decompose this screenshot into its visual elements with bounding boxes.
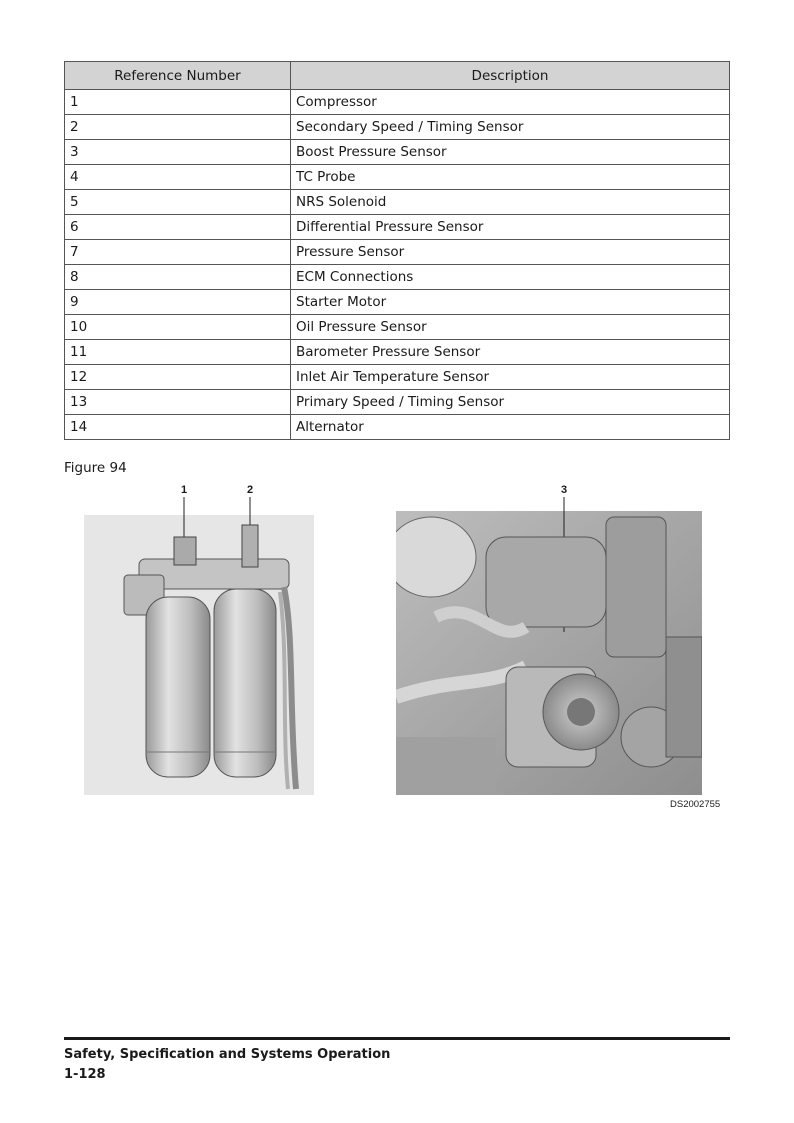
description-cell: Oil Pressure Sensor (291, 315, 730, 340)
description-cell: Barometer Pressure Sensor (291, 340, 730, 365)
table-row (65, 215, 730, 240)
reference-number-cell: 2 (65, 115, 291, 140)
column-header: Description (291, 62, 730, 90)
reference-number-cell: 5 (65, 190, 291, 215)
reference-number-cell: 11 (65, 340, 291, 365)
reference-number-cell: 13 (65, 390, 291, 415)
description-cell: Primary Speed / Timing Sensor (291, 390, 730, 415)
description-cell: ECM Connections (291, 265, 730, 290)
description-cell: Compressor (291, 90, 730, 115)
table-row (65, 365, 730, 390)
table-body (65, 90, 730, 440)
table-row (65, 340, 730, 365)
reference-number-cell: 12 (65, 365, 291, 390)
table-row (65, 265, 730, 290)
table-row (65, 390, 730, 415)
filter-assembly-illustration (84, 497, 314, 795)
description-cell: Inlet Air Temperature Sensor (291, 365, 730, 390)
table-row (65, 190, 730, 215)
callout-1: 1 (181, 484, 188, 496)
description-cell: Differential Pressure Sensor (291, 215, 730, 240)
reference-number-cell: 7 (65, 240, 291, 265)
table-header-row (65, 62, 730, 90)
description-cell: Pressure Sensor (291, 240, 730, 265)
engine-illustration (396, 497, 702, 795)
description-cell: Boost Pressure Sensor (291, 140, 730, 165)
table-row (65, 415, 730, 440)
reference-number-cell: 6 (65, 215, 291, 240)
reference-number-cell: 10 (65, 315, 291, 340)
reference-number-cell: 8 (65, 265, 291, 290)
reference-number-cell: 9 (65, 290, 291, 315)
drawing-code: DS2002755 (670, 799, 721, 810)
reference-number-cell: 4 (65, 165, 291, 190)
footer-divider (64, 1037, 730, 1040)
callout-3: 3 (561, 484, 568, 496)
reference-number-cell: 14 (65, 415, 291, 440)
table-row (65, 315, 730, 340)
callout-2: 2 (247, 484, 254, 496)
description-cell: TC Probe (291, 165, 730, 190)
reference-number-cell: 1 (65, 90, 291, 115)
description-cell: Starter Motor (291, 290, 730, 315)
reference-number-cell: 3 (65, 140, 291, 165)
table-row (65, 165, 730, 190)
figure-caption: Figure 94 (64, 460, 127, 476)
footer-title: Safety, Specification and Systems Operation (64, 1047, 391, 1062)
reference-table (64, 61, 730, 440)
description-cell: Secondary Speed / Timing Sensor (291, 115, 730, 140)
table-row (65, 240, 730, 265)
description-cell: Alternator (291, 415, 730, 440)
column-header: Reference Number (65, 62, 291, 90)
table-row (65, 140, 730, 165)
page-number: 1-128 (64, 1067, 106, 1082)
table-row (65, 90, 730, 115)
table-row (65, 115, 730, 140)
description-cell: NRS Solenoid (291, 190, 730, 215)
table-row (65, 290, 730, 315)
